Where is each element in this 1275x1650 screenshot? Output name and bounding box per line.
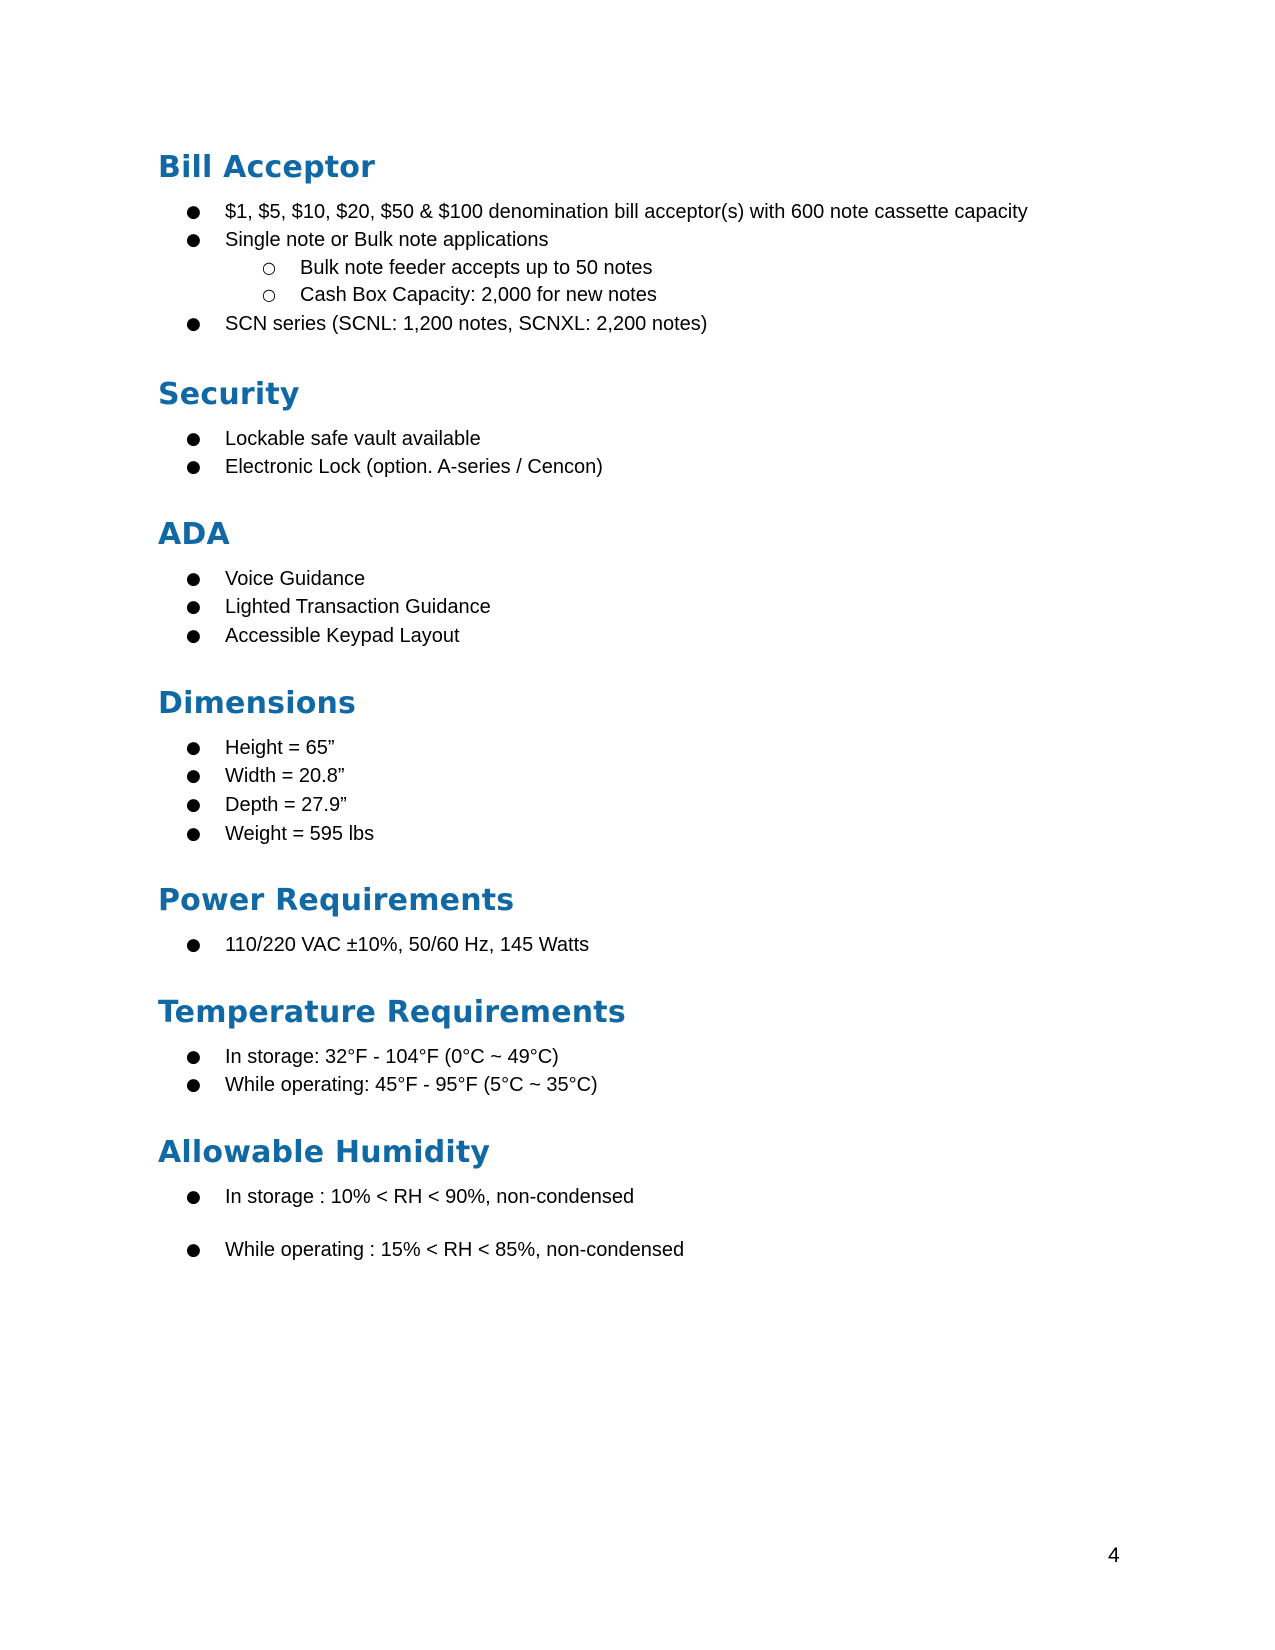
list-item-text: While operating: 45°F - 95°F (5°C ~ 35°C)	[225, 1074, 598, 1096]
bullet: ●	[186, 795, 201, 815]
list-item-text: Depth = 27.9”	[225, 794, 347, 816]
list-item-text: Voice Guidance	[225, 568, 366, 590]
bullet: ●	[186, 1187, 201, 1207]
list-item-text: Electronic Lock (option. A-series / Cencon)	[225, 456, 603, 478]
bullet: ●	[186, 202, 201, 222]
list-item-text: Width = 20.8”	[225, 765, 345, 787]
list-item-text: $1, $5, $10, $20, $50 & $100 denomination bill acceptor(s) with 600 note cassette capacity	[225, 201, 1028, 223]
list-item-text: SCN series (SCNL: 1,200 notes, SCNXL: 2,200 notes)	[225, 313, 708, 335]
list-item-text: In storage: 32°F - 104°F (0°C ~ 49°C)	[225, 1046, 559, 1068]
bullet: ○	[262, 285, 276, 304]
list-item-text: Bulk note feeder accepts up to 50 notes	[300, 257, 653, 279]
list-item-text: Weight = 595 lbs	[225, 823, 375, 845]
section-heading-power-requirements: Power Requirements	[158, 883, 515, 918]
list-item-text: Height = 65”	[225, 737, 335, 759]
bullet: ●	[186, 314, 201, 334]
section-heading-bill-acceptor: Bill Acceptor	[158, 150, 376, 185]
list-item-text: 110/220 VAC ±10%, 50/60 Hz, 145 Watts	[225, 934, 590, 956]
bullet: ●	[186, 626, 201, 646]
section-heading-dimensions: Dimensions	[158, 686, 357, 721]
bullet: ●	[186, 457, 201, 477]
list-item-text: Lighted Transaction Guidance	[225, 596, 491, 618]
section-heading-security: Security	[158, 377, 300, 412]
section-heading-allowable-humidity: Allowable Humidity	[158, 1135, 491, 1170]
section-heading-ada: ADA	[158, 517, 230, 552]
list-item-text: Single note or Bulk note applications	[225, 229, 549, 251]
bullet: ●	[186, 569, 201, 589]
bullet: ●	[186, 429, 201, 449]
section-heading-temperature-requirements: Temperature Requirements	[158, 995, 626, 1030]
list-item-text: Accessible Keypad Layout	[225, 625, 460, 647]
bullet: ●	[186, 230, 201, 250]
bullet: ●	[186, 766, 201, 786]
list-item-text: Cash Box Capacity: 2,000 for new notes	[300, 284, 657, 306]
list-item-text: In storage : 10% < RH < 90%, non-condensed	[225, 1186, 635, 1208]
page-number: 4	[1108, 1544, 1120, 1567]
bullet: ●	[186, 824, 201, 844]
bullet: ●	[186, 1075, 201, 1095]
bullet: ●	[186, 738, 201, 758]
bullet: ●	[186, 1047, 201, 1067]
bullet: ●	[186, 1240, 201, 1260]
list-item-text: Lockable safe vault available	[225, 428, 481, 450]
bullet: ○	[262, 258, 276, 277]
bullet: ●	[186, 935, 201, 955]
list-item-text: While operating : 15% < RH < 85%, non-condensed	[225, 1239, 685, 1261]
bullet: ●	[186, 597, 201, 617]
